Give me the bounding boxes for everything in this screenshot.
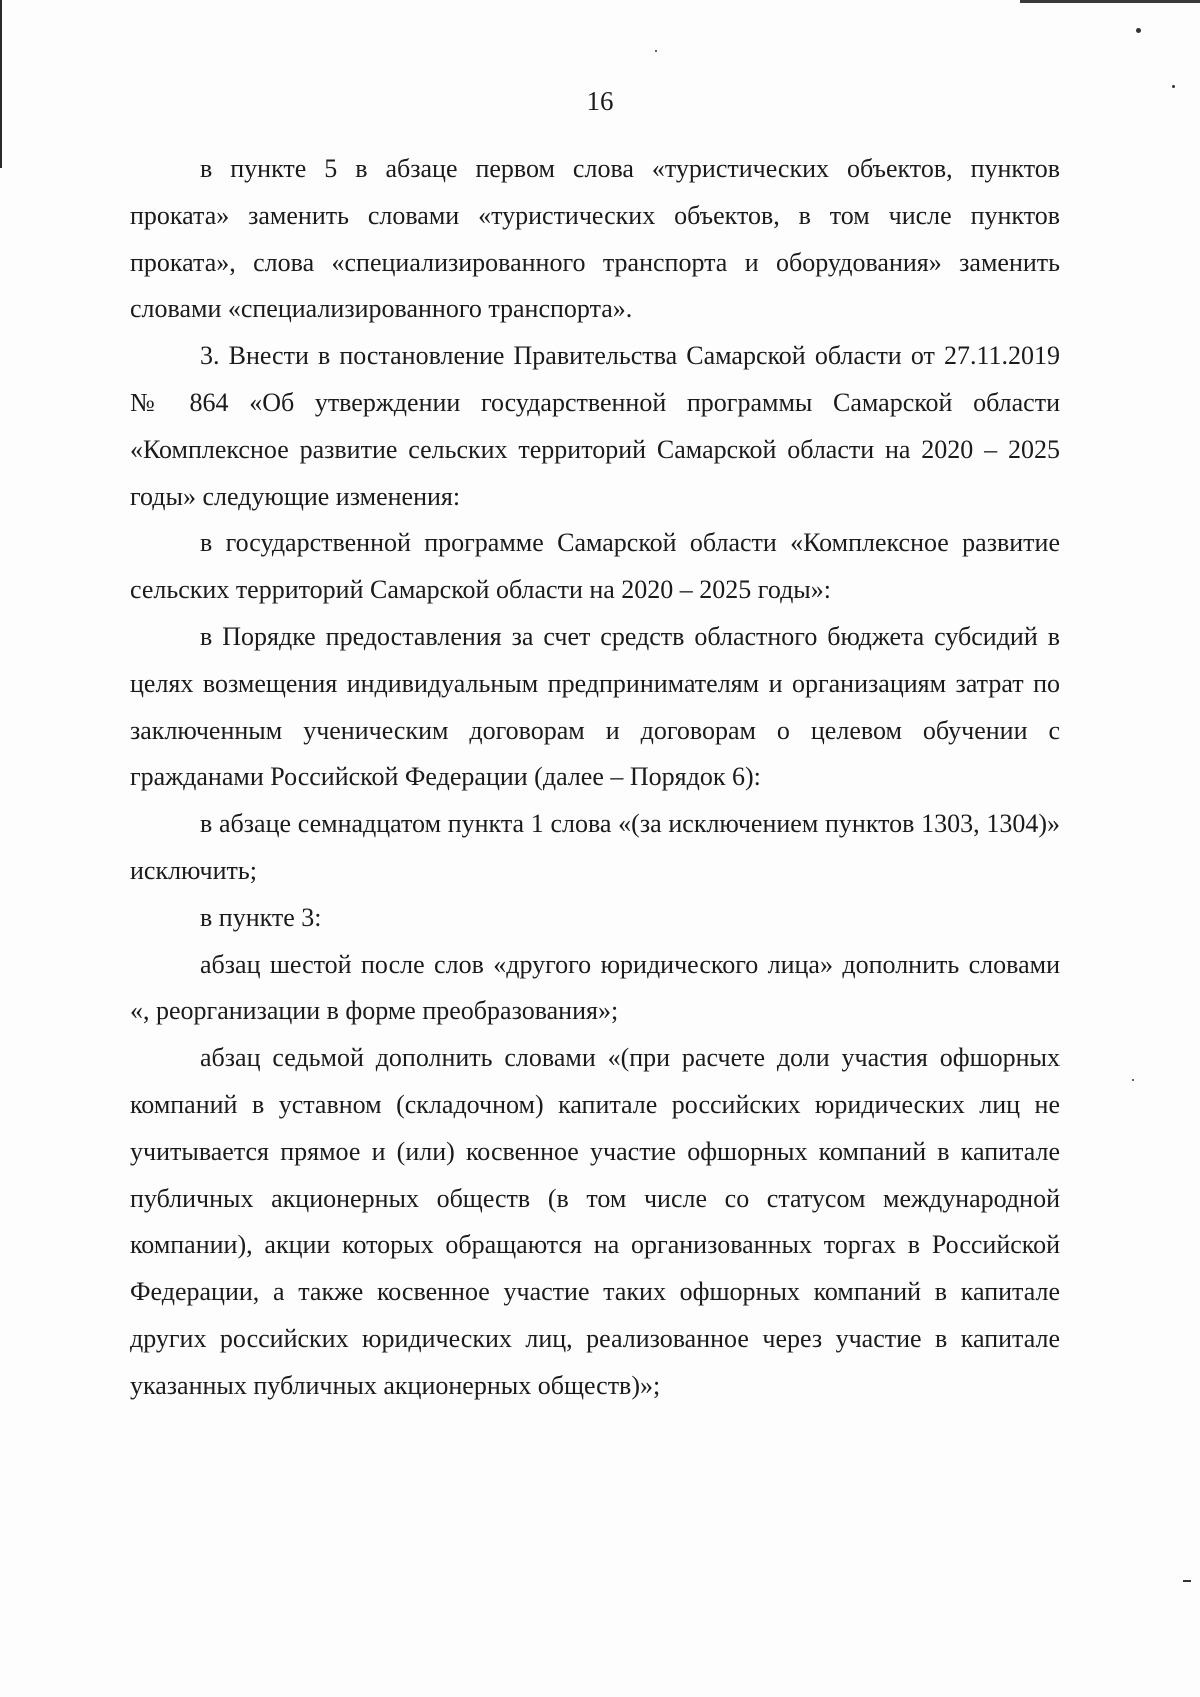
paragraph: в Порядке предоставления за счет средств областного бюджета субсидий в целях возмещения индивидуальным предпринимателям и организациям затрат по заключенным ученическим договорам и договорам о целевом обучении с гражданами Российской Федерации (далее – Порядок 6): xyxy=(130,621,1060,792)
paragraph: в пункте 3: xyxy=(200,902,322,932)
paragraph: 3. Внести в постановление Правительства Самарской области от 27.11.2019 № 864 «Об утверждении государственной программы Самарской области «Комплексное развитие сельских территорий Самарской области на 2020 – 2025 годы» следующие изменения: xyxy=(130,341,1060,511)
scan-speck xyxy=(1136,28,1141,33)
scan-speck xyxy=(1132,1079,1134,1081)
scan-speck xyxy=(1183,1580,1191,1582)
paragraph: в абзаце семнадцатом пункта 1 слова «(за исключением пунктов 1303, 1304)» исключить; xyxy=(130,809,1060,885)
paragraph: в пункте 5 в абзаце первом слова «туристических объектов, пунктов проката» заменить словами «туристических объектов, в том числе пунктов проката», слова «специализированного транспорта и оборудования» заменить словами «специализированного транспорта». xyxy=(130,154,1060,324)
paragraph: в государственной программе Самарской области «Комплексное развитие сельских территорий Самарской области на 2020 – 2025 годы»: xyxy=(130,528,1060,605)
page-number: 16 xyxy=(586,86,614,116)
paragraph: абзац шестой после слов «другого юридического лица» дополнить словами «, реорганизации в форме преобразования»; xyxy=(130,949,1060,1026)
document-body xyxy=(130,146,1060,1410)
scan-top-rule xyxy=(1020,0,1200,3)
paragraph: абзац седьмой дополнить словами «(при расчете доли участия офшорных компаний в уставном (складочном) капитале российских юридических лиц не учитывается прямое и (или) косвенное участие офшорных компаний в капитале публичных акционерных обществ (в том числе со статусом международной компании), акции которых обращаются на организованных торгах в Российской Федерации, а также косвенное участие таких офшорных компаний в капитале других российских юридических лиц, реализованное через участие в капитале указанных публичных акционерных обществ)»; xyxy=(130,1043,1060,1400)
scan-edge-mark xyxy=(0,0,2,168)
scan-speck xyxy=(655,50,657,52)
